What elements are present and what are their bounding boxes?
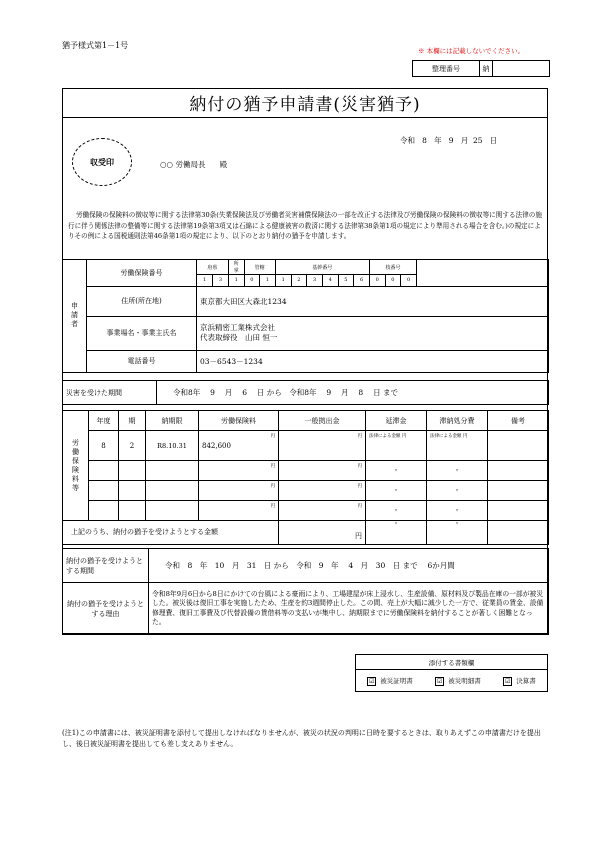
subheader-prefecture: 府県 (197, 260, 228, 275)
row-disposition-cost[interactable]: 〃 (427, 461, 488, 481)
attachment-label: 被災明細書 (448, 677, 481, 685)
table-row (63, 431, 549, 461)
yen-unit: 円 (270, 464, 275, 469)
row-disposition-cost[interactable]: 〃 (427, 501, 488, 521)
form-id: 猶予様式第1－1号 (62, 41, 129, 50)
row-remarks[interactable] (488, 431, 549, 461)
row-due-date[interactable] (146, 501, 199, 521)
disaster-period-field[interactable]: 令和8年 9 月 6 日 から 令和8年 9 月 8 日 まで (157, 381, 549, 405)
disaster-period-label: 災害を受けた期間 (63, 381, 157, 405)
row-period[interactable] (119, 481, 146, 501)
row-due-date[interactable]: R8.10.31 (146, 431, 199, 461)
premium-amount: 842,600 (202, 441, 231, 450)
total-disposition-cost[interactable]: 〃 (427, 521, 488, 545)
applicant-table (62, 259, 549, 373)
digit-cell: 1 (197, 275, 213, 286)
address-field[interactable]: 東京都大田区大森北1234 (197, 286, 549, 316)
row-general-contribution[interactable] (279, 431, 366, 461)
total-late-fee[interactable]: 〃 (366, 521, 427, 545)
header-period: 期 (119, 411, 146, 431)
row-year[interactable] (89, 501, 119, 521)
business-name-field[interactable] (197, 316, 549, 350)
attachments-header: 添付する書類欄 (356, 655, 547, 670)
attachment-item[interactable] (367, 676, 413, 686)
application-date: 令和 8 年 9 月 25 日 (400, 136, 498, 145)
yen-unit: 円 (270, 434, 275, 439)
representative-name: 代表取締役 山田 恒一 (200, 333, 278, 342)
row-due-date[interactable] (146, 481, 199, 501)
subheader-base-number: 基幹番号 (275, 260, 369, 275)
address-label: 住所(所在地) (87, 286, 197, 316)
footnote: (注1)この申請書には、被災証明書を添付して提出しなければなりませんが、被災の状況の判明に日時を要するときは、取りあえずこの申請書だけを提出し、後日被災証明書を提出しても差し支えありません。 (62, 729, 541, 748)
digit-cell: 3 (213, 275, 229, 286)
attachment-label: 決算書 (516, 677, 536, 685)
checkbox-checked-icon[interactable]: ☑ (369, 678, 375, 685)
digit-cell: 1 (275, 275, 291, 286)
yen-unit: 円 (357, 504, 362, 509)
row-late-fee[interactable]: 〃 (366, 461, 427, 481)
row-general-contribution[interactable] (279, 481, 366, 501)
phone-field[interactable]: 03－6543－1234 (197, 350, 549, 372)
header-general-contribution: 一般拠出金 (279, 411, 366, 431)
row-general-contribution[interactable] (279, 461, 366, 481)
applicant-section-label: 申請者 (63, 260, 87, 373)
receipt-stamp: 収受印 (72, 138, 132, 186)
attachment-item[interactable] (503, 676, 536, 686)
digit-cell: 2 (291, 275, 307, 286)
row-premium[interactable] (199, 501, 279, 521)
subheader-branch-number: 枝番号 (369, 260, 416, 275)
form-title: 納付の猶予申請書(災害猶予) (62, 88, 548, 118)
digit-cell: 0 (401, 275, 417, 286)
row-disposition-cost[interactable]: 〃 (427, 481, 488, 501)
deferral-period-label: 納付の猶予を受けようとする期間 (63, 549, 149, 583)
digit-cell: 0 (369, 275, 385, 286)
table-row (63, 501, 549, 521)
table-row (63, 461, 549, 481)
yen-unit: 円 (357, 484, 362, 489)
reference-number-field[interactable] (493, 61, 549, 76)
preamble-text: 労働保険の保険料の徴収等に関する法律第30条(失業保険法及び労働者災害補償保険法の一部を改正する法律及び労働保険の保険料の徴収等に関する法律の施行に伴う関係法律の整備等に関する法律第19条第3項又は石綿による健康被害の救済に関する法律第38条第1項の規定により準用される場合を含む。)の規定によりその例による国税通則法第46条第1項の規定により、以下のとおり納付の猶予を申請します。 (68, 211, 542, 240)
deferral-reason-label: 納付の猶予を受けようとする理由 (63, 583, 149, 635)
header-due-date: 納期限 (146, 411, 199, 431)
yen-unit: 円 (357, 464, 362, 469)
row-year[interactable]: 8 (89, 431, 119, 461)
yen-unit: 円 (357, 434, 362, 439)
header-remarks: 備考 (488, 411, 549, 431)
subheader-office: 管轄 (244, 260, 275, 275)
digit-cell: 0 (385, 275, 401, 286)
row-premium[interactable] (199, 461, 279, 481)
row-remarks[interactable] (488, 501, 549, 521)
row-period[interactable] (119, 461, 146, 481)
insurance-number-grid (197, 260, 417, 286)
insurance-number-label: 労働保険番号 (87, 260, 197, 287)
premium-section-label: 労働保険料等 (63, 411, 89, 521)
total-deferral-label: 上記のうち、納付の猶予を受けようとする金額 (63, 521, 279, 545)
row-remarks[interactable] (488, 461, 549, 481)
phone-label: 電話番号 (87, 350, 197, 372)
header-disposition-cost: 滞納処分費 (427, 411, 488, 431)
table-row (63, 481, 549, 501)
row-remarks[interactable] (488, 481, 549, 501)
row-period[interactable] (119, 501, 146, 521)
checkbox-checked-icon[interactable]: ☑ (437, 678, 443, 685)
digit-cell: 5 (338, 275, 354, 286)
digit-cell: 1 (260, 275, 276, 286)
row-year[interactable] (89, 461, 119, 481)
office-use-notice: ※ 本欄には記載しないでください。 (418, 47, 525, 55)
reference-number-label: 整理番号 (413, 61, 480, 76)
disaster-period-table (62, 380, 549, 405)
checkbox-checked-icon[interactable]: ☑ (505, 678, 511, 685)
attachment-label: 被災証明書 (380, 677, 413, 685)
attachment-item[interactable] (435, 676, 481, 686)
header-fiscal-year: 年度 (89, 411, 119, 431)
deferral-period-field[interactable]: 令和 8 年 10 月 31 日 から 令和 9 年 4 月 30 日 まで 6か月間 (149, 549, 549, 583)
subheader-jurisdiction: 所掌 (228, 260, 244, 275)
deferral-table (62, 548, 549, 635)
premium-table (62, 410, 549, 545)
total-deferral-amount[interactable]: 円 (279, 521, 366, 545)
business-name-label: 事業場名・事業主氏名 (87, 316, 197, 350)
header-insurance-premium: 労働保険料 (199, 411, 279, 431)
row-period[interactable]: 2 (119, 431, 146, 461)
attachments-box (355, 654, 548, 692)
reference-number-box (412, 60, 550, 77)
digit-cell: 3 (307, 275, 323, 286)
digit-cell: 1 (228, 275, 244, 286)
digit-cell: 6 (354, 275, 370, 286)
row-late-fee[interactable]: 〃 (366, 481, 427, 501)
reference-na-label: 納 (480, 61, 493, 76)
row-premium[interactable] (199, 481, 279, 501)
row-general-contribution[interactable] (279, 501, 366, 521)
row-premium[interactable] (199, 431, 279, 461)
late-fee-note: 法律による金額 円 (369, 434, 407, 439)
deferral-reason-field[interactable]: 令和8年9月6日から8日にかけての台風による豪雨により、工場建屋が床上浸水し、生産設備、原材料及び製品在庫の一部が被災した。被災後は復旧工事を実施したため、生産を約3週間停止した。この間、売上が大幅に減少した一方で、従業員の賃金、設備修理費、復旧工事費及び代替設備の賃借料等の支払いが集中し、納期限までに労働保険料を納付することが著しく困難となった。 (149, 583, 549, 635)
row-late-fee[interactable]: 〃 (366, 501, 427, 521)
row-year[interactable] (89, 481, 119, 501)
disposition-note: 法律による金額 円 (430, 434, 468, 439)
total-remarks[interactable] (488, 521, 549, 545)
yen-unit: 円 (270, 484, 275, 489)
row-due-date[interactable] (146, 461, 199, 481)
yen-unit: 円 (270, 504, 275, 509)
insurance-number-field[interactable] (197, 260, 549, 287)
addressee: ○○ 労働局長 殿 (160, 160, 228, 169)
row-late-fee[interactable] (366, 431, 427, 461)
digit-cell: 0 (244, 275, 260, 286)
header-late-fee: 延滞金 (366, 411, 427, 431)
company-name: 京浜精密工業株式会社 (200, 323, 275, 332)
digit-cell: 4 (322, 275, 338, 286)
row-disposition-cost[interactable] (427, 431, 488, 461)
